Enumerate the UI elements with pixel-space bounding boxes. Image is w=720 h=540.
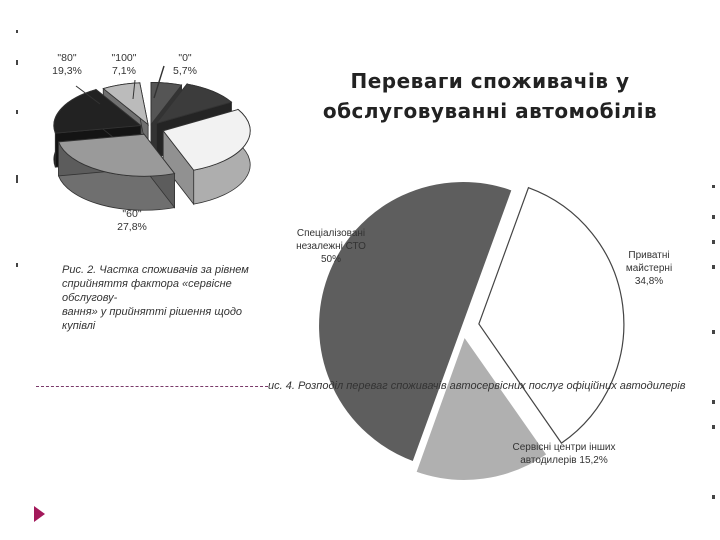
pie1-label-80 (42, 52, 92, 78)
pie2-label-sto-line1: Спеціалізовані (296, 228, 366, 239)
figure-2-caption (62, 263, 272, 333)
pie1-label-0-name: "0" (178, 52, 192, 64)
pie2-label-dealers-line1: Сервісні центри інших (512, 442, 616, 453)
pie1-label-0 (160, 52, 210, 78)
pie-chart-consumer-perception (54, 66, 250, 210)
pie2-label-sto-line2: незалежні СТО (296, 241, 366, 252)
pie2-label-specialized-sto (290, 227, 372, 266)
pie2-label-sto-value: 50% (320, 254, 341, 265)
title-line-2: обслуговуванні автомобілів (322, 99, 658, 123)
caption-line-3: вання» у прийнятті рішення щодо купівлі (62, 306, 243, 332)
pie2-label-dealers-line2: автодилерів 15,2% (520, 455, 608, 466)
caption-dashed-line (36, 386, 268, 387)
pie1-label-60-value: 27,8% (117, 221, 147, 233)
pie1-label-100-value: 7,1% (112, 65, 136, 77)
pie2-label-other-dealers (504, 441, 624, 467)
pie2-label-private-line1: Приватні (628, 250, 670, 261)
figure-4-caption: ис. 4. Розподіл переваг споживачів автосервісних послуг офіційних автодилерів (268, 380, 686, 392)
pie1-label-100-name: "100" (111, 52, 137, 64)
title-line-1: Переваги споживачів у (350, 69, 630, 93)
pie2-label-private-line2: майстерні (625, 263, 673, 274)
caption-line-1: Рис. 2. Частка споживачів за рівнем (62, 264, 249, 276)
pie-chart-service-preferences (318, 181, 624, 481)
pie1-label-0-value: 5,7% (173, 65, 197, 77)
caption-line-2: сприйняття фактора «сервісне обслугову- (62, 278, 232, 304)
pie1-label-80-value: 19,3% (52, 65, 82, 77)
pie1-label-100 (99, 52, 149, 78)
slide-title (290, 66, 690, 126)
slide-bullet-arrow-icon (34, 506, 45, 522)
pie1-label-80-name: "80" (57, 52, 77, 64)
pie2-label-private-value: 34,8% (634, 276, 664, 287)
pie1-label-60 (107, 208, 157, 234)
pie1-label-60-name: "60" (122, 208, 142, 220)
pie2-label-private-workshops (612, 249, 686, 288)
